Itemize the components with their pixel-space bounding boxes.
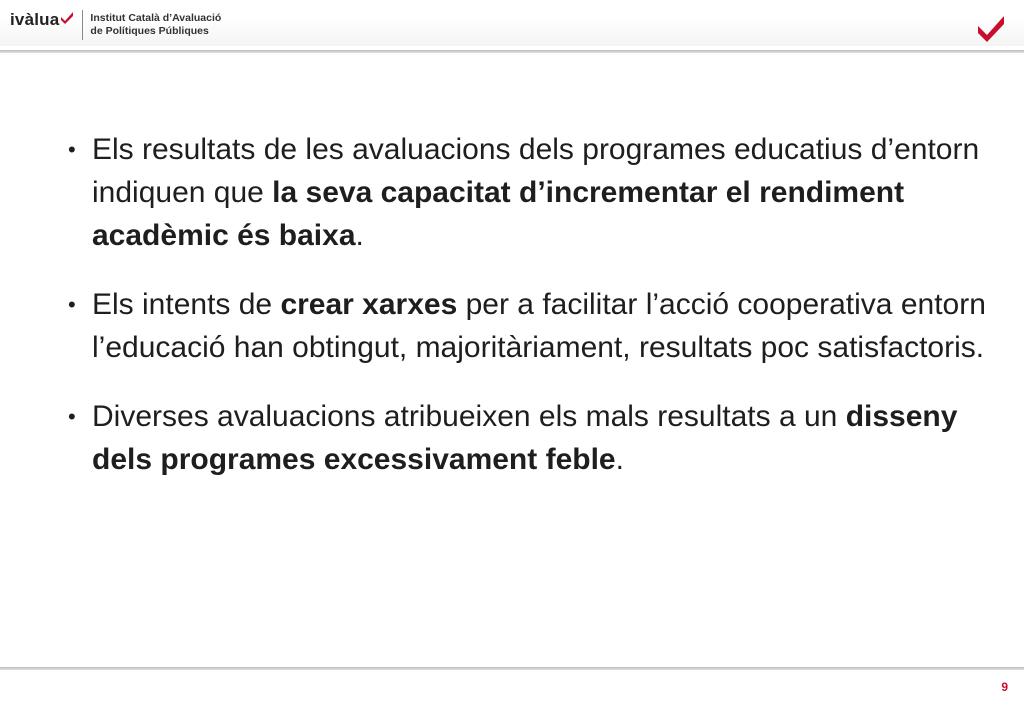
bullet-dot-icon: • (68, 137, 76, 162)
bullet-2-part-1: Els intents de (92, 288, 281, 321)
institute-line-1: Institut Català d’Avaluació (90, 12, 222, 24)
bullet-2-part-3: per a facilitar l’acció cooperativa entorn l’educació han obtingut, majoritàriament, resultats poc satisfactoris. (92, 288, 986, 364)
logo-wordmark: ivàlua (10, 10, 60, 29)
institute-name (90, 12, 221, 38)
bullet-text-1 (92, 133, 979, 252)
bullet-dot-icon: • (68, 404, 76, 429)
bullet-dot-icon: • (68, 292, 76, 317)
logo-divider (82, 10, 83, 40)
bullet-item (66, 128, 986, 257)
bullet-3-bold: disseny dels programes excessivament feble (92, 400, 958, 476)
page-number: 9 (1001, 680, 1008, 694)
bullet-item (66, 283, 986, 369)
bullet-1-part-1: Els resultats de les avaluacions dels programes educatius d’entorn indiquen que (92, 133, 980, 209)
bullet-2-bold: crear xarxes (280, 288, 458, 321)
bullet-text-3 (92, 400, 957, 476)
logo-check-icon (60, 11, 74, 25)
bullet-item (66, 395, 986, 481)
bullet-3-part-3: . (615, 443, 624, 476)
bullet-3-part-1: Diverses avaluacions atribueixen els mals resultats a un (92, 400, 846, 433)
bullet-list (66, 128, 986, 507)
header-divider (0, 50, 1024, 53)
bullet-1-bold: la seva capacitat d’incrementar el rendiment acadèmic és baixa (92, 176, 905, 252)
footer-divider (0, 667, 1024, 670)
corner-check-icon (976, 12, 1006, 42)
institute-line-2: de Polítiques Públiques (90, 25, 209, 37)
bullet-text-2 (92, 288, 986, 364)
slide-header (0, 0, 1024, 52)
ivalua-logo (10, 10, 221, 40)
bullet-1-part-3: . (355, 219, 364, 252)
